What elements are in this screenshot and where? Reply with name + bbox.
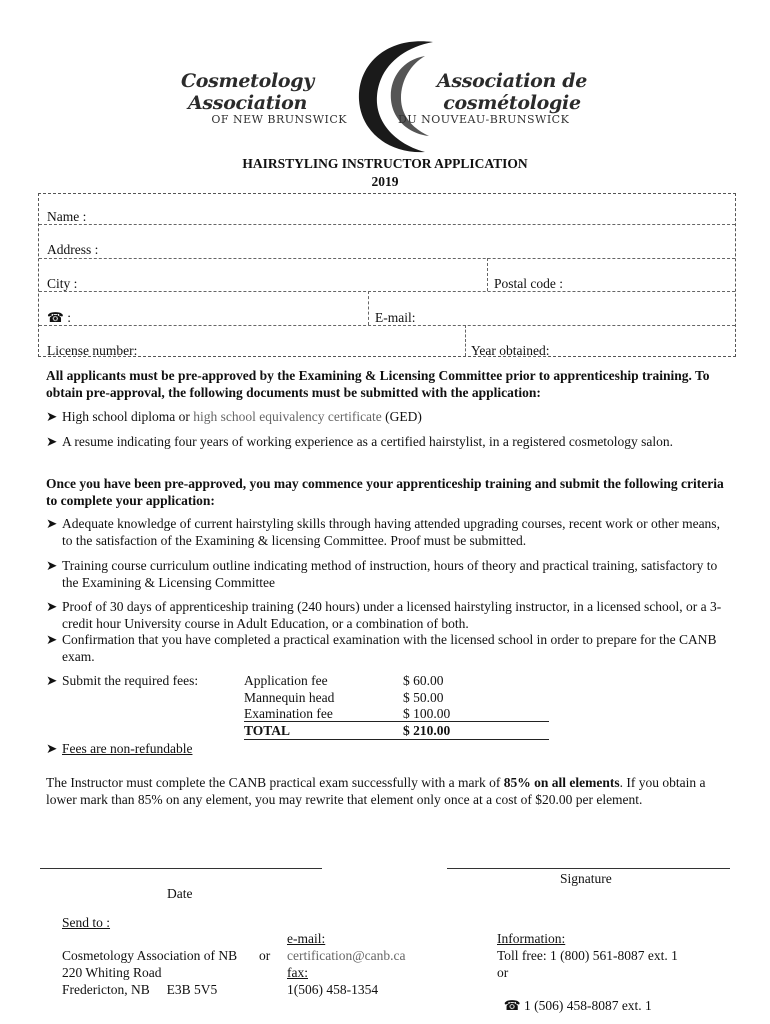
fee-total-row: TOTAL $ 210.00 [244,723,451,738]
send-to-heading: Send to : [62,915,111,930]
license-number-field[interactable]: License number: [47,343,138,358]
phone-field[interactable] [47,310,71,326]
information-phone: ☎ 1 (506) 458-8087 ext. 1 [503,998,652,1013]
email-field[interactable]: E-mail: [375,310,416,325]
email-label: e-mail: [287,931,326,946]
list-item: Training course curriculum outline indicating method of instruction, hours of theory and practical training, satisfactory to the Examining & Licensing Committee [62,558,718,590]
ged-link[interactable]: high school equivalency certificate [193,409,382,424]
logo-english-title: Cosmetology Association [180,70,315,114]
name-field[interactable]: Name : [47,209,87,224]
information-label: Information: [497,931,566,946]
fees-label: Submit the required fees: [62,673,199,688]
arrow-bullet-icon: ➤ [46,632,58,647]
address-line-1: Cosmetology Association of NB [62,948,238,963]
list-item: Adequate knowledge of current hairstyling skills through having attended upgrading courses, recent work or other means, to the satisfaction of the Examining & licensing Committee. Proof must be submitted. [62,516,720,548]
logo-french [392,70,632,126]
criteria-heading: Once you have been pre-approved, you may commence your apprenticeship training and submit the following criteria to complete your application: [46,476,724,508]
fax-number: 1(506) 458-1354 [287,982,379,997]
arrow-bullet-icon: ➤ [46,673,58,688]
logo-french-title: Association de cosmétologie [436,70,588,114]
arrow-bullet-icon: ➤ [46,516,58,531]
phone-icon: ☎ [47,310,64,325]
address-line-3: Fredericton, NB E3B 5V5 [62,982,218,997]
fee-row: Mannequin head $ 50.00 [244,690,444,705]
address-line-2: 220 Whiting Road [62,965,162,980]
address-field[interactable]: Address : [47,242,99,257]
arrow-bullet-icon: ➤ [46,434,58,449]
arrow-bullet-icon: ➤ [46,409,58,424]
toll-free-number: Toll free: 1 (800) 561-8087 ext. 1 [497,948,678,963]
fax-label: fax: [287,965,308,980]
logo-english [140,70,355,126]
city-field[interactable]: City : [47,276,78,291]
phone-label: : [67,310,71,325]
year-obtained-field[interactable]: Year obtained: [471,343,550,358]
phone-icon: ☎ [503,998,521,1013]
list-item: High school diploma or high school equivalency certificate (GED) [62,409,422,424]
signature-label: Signature [560,871,612,886]
logo-english-subtitle: OF NEW BRUNSWICK [211,113,347,126]
page-title: HAIRSTYLING INSTRUCTOR APPLICATION [242,156,528,171]
fee-row: Examination fee $ 100.00 [244,706,451,721]
information-or-label: or [497,965,509,980]
arrow-bullet-icon: ➤ [46,599,58,614]
list-item: Proof of 30 days of apprenticeship training (240 hours) under a licensed hairstyling instructor, in a licensed school, or a 3-credit hour University course in Adult Education, or a combination of both. [62,599,722,631]
arrow-bullet-icon: ➤ [46,558,58,573]
pre-approval-heading: All applicants must be pre-approved by the Examining & Licensing Committee prior to apprenticeship training. To obtain pre-approval, the following documents must be submitted with the application: [46,368,710,400]
date-label: Date [167,886,193,901]
or-label: or [259,948,271,963]
postal-code-field[interactable]: Postal code : [494,276,563,291]
exam-note: The Instructor must complete the CANB practical exam successfully with a mark of 85% on all elements. If you obtain a lower mark than 85% on any element, you may rewrite that element only once at a cost of $20.00 per element. [46,775,706,807]
logo-french-subtitle: DU NOUVEAU-BRUNSWICK [398,113,570,126]
arrow-bullet-icon: ➤ [46,741,58,756]
fee-row: Application fee $ 60.00 [244,673,444,688]
list-item: Confirmation that you have completed a practical examination with the licensed school in order to prepare for the CANB exam. [62,632,717,664]
list-item: A resume indicating four years of working experience as a certified hairstylist, in a registered cosmetology salon. [62,434,674,449]
page-year: 2019 [371,174,399,189]
non-refundable-note: Fees are non-refundable [62,741,193,756]
email-link[interactable]: certification@canb.ca [287,948,406,963]
applicant-info-box [38,193,736,357]
